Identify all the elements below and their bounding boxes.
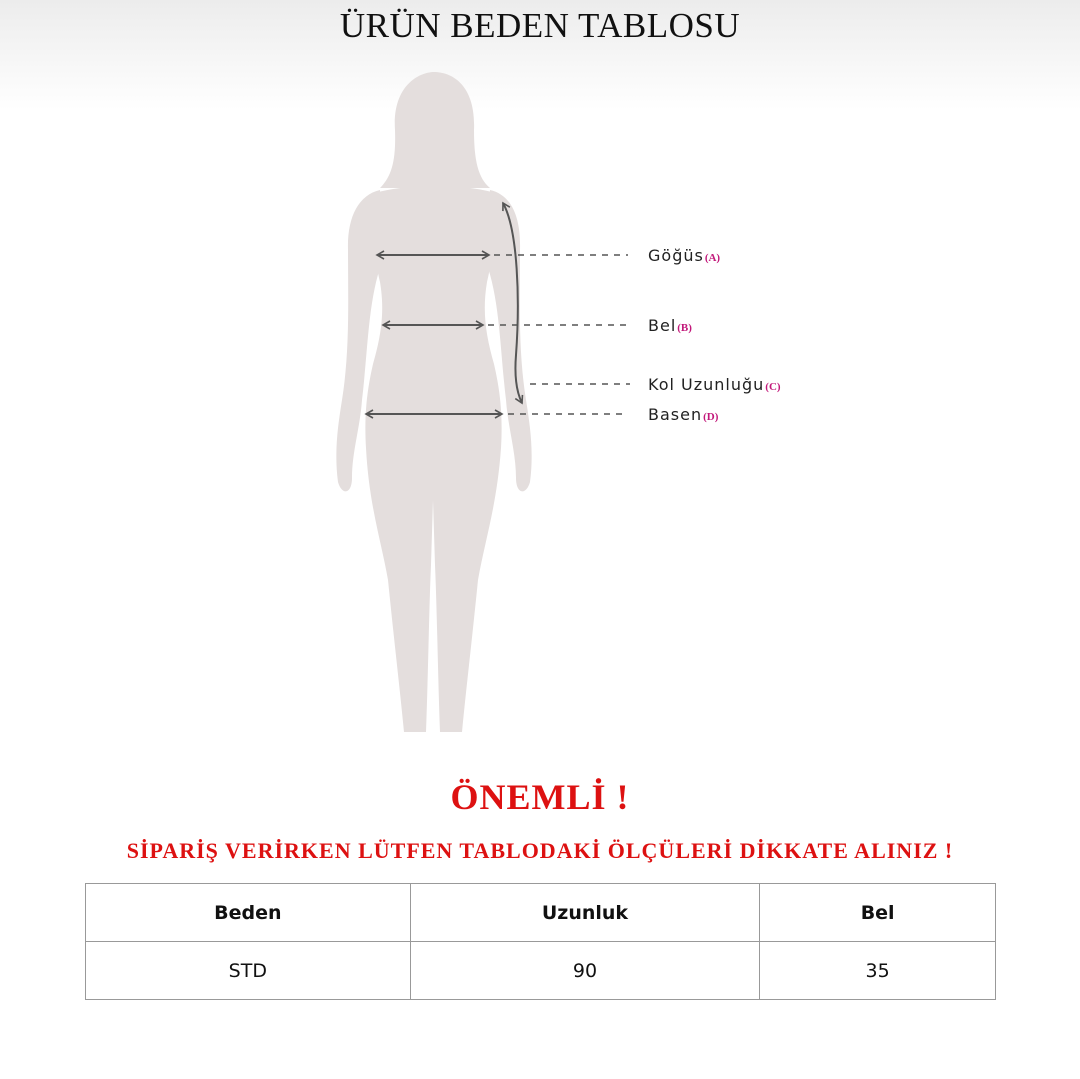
- measure-label-hip: Basen(D): [648, 405, 719, 424]
- header-beden: Beden: [86, 884, 411, 942]
- measure-letter-c: (C): [765, 381, 781, 393]
- measure-label-chest: Göğüs(A): [648, 246, 721, 265]
- cell-bel: 35: [760, 942, 996, 1000]
- notice-title: ÖNEMLİ !: [450, 777, 630, 817]
- measure-letter-a: (A): [704, 252, 721, 264]
- measure-letter-d: (D): [703, 411, 719, 423]
- cell-uzunluk: 90: [410, 942, 760, 1000]
- notice-subtitle: SİPARİŞ VERİRKEN LÜTFEN TABLODAKİ ÖLÇÜLERİ DİKKATE ALINIZ !: [126, 838, 954, 863]
- size-table: [85, 883, 996, 1000]
- measure-label-sleeve: Kol Uzunluğu(C): [648, 375, 781, 394]
- cell-beden: STD: [86, 942, 411, 1000]
- table-row: [86, 942, 996, 1000]
- header-uzunluk: Uzunluk: [410, 884, 760, 942]
- header-bel: Bel: [760, 884, 996, 942]
- body-silhouette: [336, 72, 531, 732]
- measure-letter-b: (B): [677, 322, 692, 334]
- measure-label-waist: Bel(B): [648, 316, 692, 335]
- page-title: ÜRÜN BEDEN TABLOSU: [339, 6, 741, 45]
- table-header-row: [86, 884, 996, 942]
